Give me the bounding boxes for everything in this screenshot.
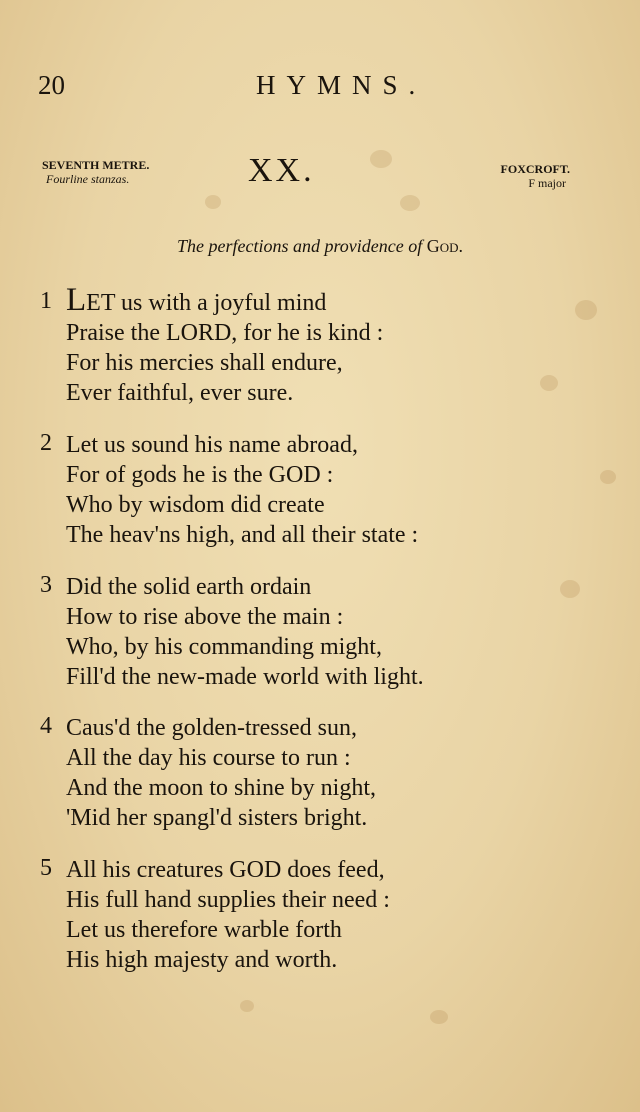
stanza-lines <box>66 855 390 975</box>
stanza-lines <box>66 713 376 833</box>
page-number: 20 <box>38 70 65 100</box>
foxing-spot <box>400 195 420 211</box>
metre-label: SEVENTH METRE. <box>42 158 150 172</box>
stanza-line: His high majesty and worth. <box>66 947 338 973</box>
foxing-spot <box>600 470 616 484</box>
running-title: HYMNS. <box>256 70 427 100</box>
subtitle-god: God. <box>426 236 464 256</box>
stanza-number: 3 <box>40 572 52 598</box>
stanza-number: 4 <box>40 713 52 739</box>
stanza-line: Caus'd the golden-tressed sun, <box>66 715 357 741</box>
subtitle-text: The perfections and providence of <box>176 236 423 256</box>
stanza-line: Praise the LORD, for he is kind : <box>66 320 384 346</box>
stanza-line <box>66 282 383 318</box>
foxing-spot <box>205 195 221 209</box>
stanza-form-label: Fourline stanzas. <box>46 172 130 186</box>
stanza-line: All the day his course to run : <box>66 745 351 771</box>
stanza-line: Let us therefore warble forth <box>66 917 342 943</box>
stanza-line: And the moon to shine by night, <box>66 775 376 801</box>
tune-name: FOXCROFT. <box>500 162 570 176</box>
foxing-spot <box>560 580 580 598</box>
stanza-line: Fill'd the new-made world with light. <box>66 664 424 690</box>
stanza-line: Who by wisdom did create <box>66 492 325 518</box>
page-header <box>38 70 600 110</box>
drop-cap: L <box>66 282 87 318</box>
stanza-line: Who, by his commanding might, <box>66 634 382 660</box>
hymn-number: XX. <box>248 152 315 189</box>
foxing-spot <box>430 1010 448 1024</box>
foxing-spot <box>575 300 597 320</box>
stanza-line: All his creatures GOD does feed, <box>66 857 385 883</box>
stanza-line: His full hand supplies their need : <box>66 887 390 913</box>
stanza-line: For his mercies shall endure, <box>66 350 343 376</box>
foxing-spot <box>540 375 558 391</box>
stanza-line: Let us sound his name abroad, <box>66 432 358 458</box>
stanza-number: 2 <box>40 430 52 456</box>
metre-info <box>42 158 149 186</box>
stanza-line: Did the solid earth ordain <box>66 574 312 600</box>
stanza-line: The heav'ns high, and all their state : <box>66 522 419 548</box>
foxing-spot <box>370 150 392 168</box>
tune-info <box>501 162 570 190</box>
stanza-line: Ever faithful, ever sure. <box>66 380 294 406</box>
stanza-lines <box>66 430 418 550</box>
tune-key: F major <box>528 176 566 190</box>
stanza-line: For of gods he is the GOD : <box>66 462 334 488</box>
stanza-number: 1 <box>40 288 52 314</box>
hymn-subtitle <box>0 236 640 257</box>
stanza-number: 5 <box>40 855 52 881</box>
stanza-lines <box>66 282 384 408</box>
stanza-line: 'Mid her spangl'd sisters bright. <box>66 805 368 831</box>
stanza-lines <box>66 572 424 692</box>
first-line-rest: ET us with a joyful mind <box>86 290 327 316</box>
stanza-line: How to rise above the main : <box>66 604 344 630</box>
foxing-spot <box>240 1000 254 1012</box>
